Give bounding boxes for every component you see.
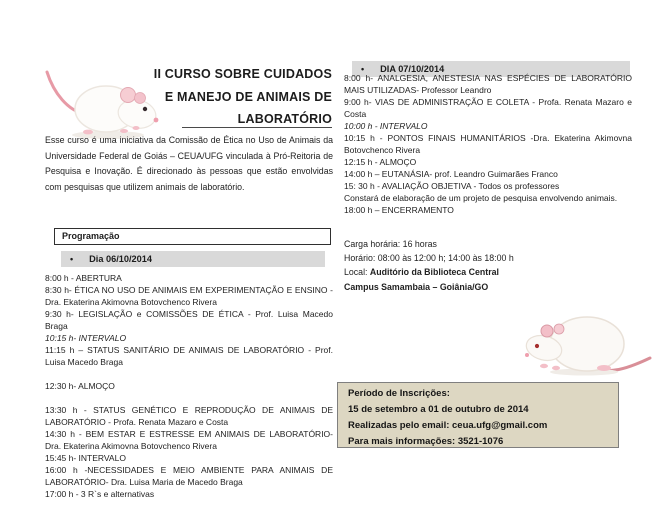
day1-schedule xyxy=(45,272,333,500)
inscription-line: Realizadas pelo email: ceua.ufg@gmail.com xyxy=(348,420,548,431)
schedule-item: 14:00 h – EUTANÁSIA- prof. Leandro Guimarães Franco xyxy=(344,169,558,179)
schedule-item: 15: 30 h - AVALIAÇÃO OBJETIVA - Todos os professores xyxy=(344,181,560,191)
rat-foot xyxy=(597,365,611,371)
rat-nose xyxy=(525,353,529,357)
rat-ear-near xyxy=(554,324,564,334)
schedule-item: 17:00 h - 3 R`s e alternativas xyxy=(45,489,155,499)
course-title-line-2: E MANEJO DE ANIMAIS DE xyxy=(164,89,332,104)
schedule-item: 15:45 h- INTERVALO xyxy=(45,453,126,463)
day1-header-bar xyxy=(61,251,325,267)
program-header-box xyxy=(54,228,331,245)
inscription-line: Para mais informações: 3521-1076 xyxy=(348,436,504,447)
rat-eye xyxy=(535,344,539,348)
schedule-item: 13:30 h - STATUS GENÉTICO E REPRODUÇÃO DE ANIMAIS DE LABORATÓRIO - Profa. Renata Mazaro e Costa xyxy=(45,405,333,427)
inscription-line: Período de Inscrições: xyxy=(348,388,450,399)
schedule-item: 8:00 h- ANALGESIA, ANESTESIA NAS ESPÉCIES DE LABORATÓRIO MAIS UTILIZADAS- Professor Leandro xyxy=(344,73,632,95)
info-campus: Campus Samambaia – Goiânia/GO xyxy=(344,281,489,292)
schedule-item: 10:00 h - INTERVALO xyxy=(344,121,428,131)
rat-paw xyxy=(540,364,548,368)
inscriptions-box xyxy=(337,382,619,448)
intro-paragraph: Esse curso é uma iniciativa da Comissão de Ética no Uso de Animais da Universidade Federal de Goiás – CEUA/UFG vinculada à Pró-Reitoria de Pesquisa e Inovação. É direcionado às pessoas que estão envolvidas com pesquisas que utilizem animais de laboratório. xyxy=(45,135,333,192)
rat-ear xyxy=(541,325,553,337)
title-divider xyxy=(182,127,332,128)
schedule-item: 14:30 h - BEM ESTAR E ESTRESSE EM ANIMAIS DE LABORATÓRIO- Dra. Ekaterina Akimovna Botovchenco Rivera xyxy=(45,429,333,451)
schedule-item: 9:00 h- VIAS DE ADMINISTRAÇÃO E COLETA - Profa. Renata Mazaro e Costa xyxy=(344,97,632,119)
mouse-paw xyxy=(133,126,140,130)
day2-label: DIA 07/10/2014 xyxy=(380,64,445,74)
program-header-label: Programação xyxy=(62,231,120,241)
course-title xyxy=(140,63,332,131)
bullet-icon: • xyxy=(70,254,74,264)
schedule-item: 18:00 h – ENCERRAMENTO xyxy=(344,205,454,215)
course-info-block xyxy=(344,237,632,294)
info-horario: Horário: 08:00 às 12:00 h; 14:00 às 18:00 h xyxy=(344,253,514,264)
mouse-ear xyxy=(121,88,136,103)
inscription-line: 15 de setembro a 01 de outubro de 2014 xyxy=(348,404,529,415)
info-local-value: Auditório da Biblioteca Central xyxy=(369,267,499,278)
info-carga-horaria: Carga horária: 16 horas xyxy=(344,239,437,249)
course-title-line-3: LABORATÓRIO xyxy=(237,112,332,126)
schedule-item: 16:00 h -NECESSIDADES E MEIO AMBIENTE PARA ANIMAIS DE LABORATÓRIO- Dra. Luisa Maria de Macedo Braga xyxy=(45,465,333,487)
day1-label: Dia 06/10/2014 xyxy=(89,254,152,264)
bullet-icon: • xyxy=(361,64,365,74)
schedule-item: 8:00 h - ABERTURA xyxy=(45,273,122,283)
schedule-item: 10:15 h - PONTOS FINAIS HUMANITÁRIOS -Dra. Ekaterina Akimovna Botovchenco Rivera xyxy=(344,133,632,155)
course-title-line-1: II CURSO SOBRE CUIDADOS xyxy=(153,67,332,81)
info-local-label: Local: xyxy=(344,267,370,278)
schedule-item: 10:15 h- INTERVALO xyxy=(45,333,127,343)
schedule-item: Constará de elaboração de um projeto de pesquisa envolvendo animais. xyxy=(344,193,618,203)
schedule-item: 11:15 h – STATUS SANITÁRIO DE ANIMAIS DE LABORATÓRIO - Prof. Luisa Macedo Braga xyxy=(45,345,333,367)
schedule-item: 12:30 h- ALMOÇO xyxy=(45,381,115,391)
white-rat-image xyxy=(514,306,652,382)
info-local xyxy=(344,265,632,279)
schedule-item: 9:30 h- LEGISLAÇÃO e COMISSÕES DE ÉTICA - Prof. Luisa Macedo Braga xyxy=(45,309,333,331)
schedule-item: 8:30 h- ÉTICA NO USO DE ANIMAIS EM EXPERIMENTAÇÃO E ENSINO - Dra. Ekaterina Akimovna Botovchenco Rivera xyxy=(45,285,333,307)
schedule-item: 12:15 h - ALMOÇO xyxy=(344,157,417,167)
day2-schedule xyxy=(344,72,632,216)
rat-paw xyxy=(552,366,560,370)
